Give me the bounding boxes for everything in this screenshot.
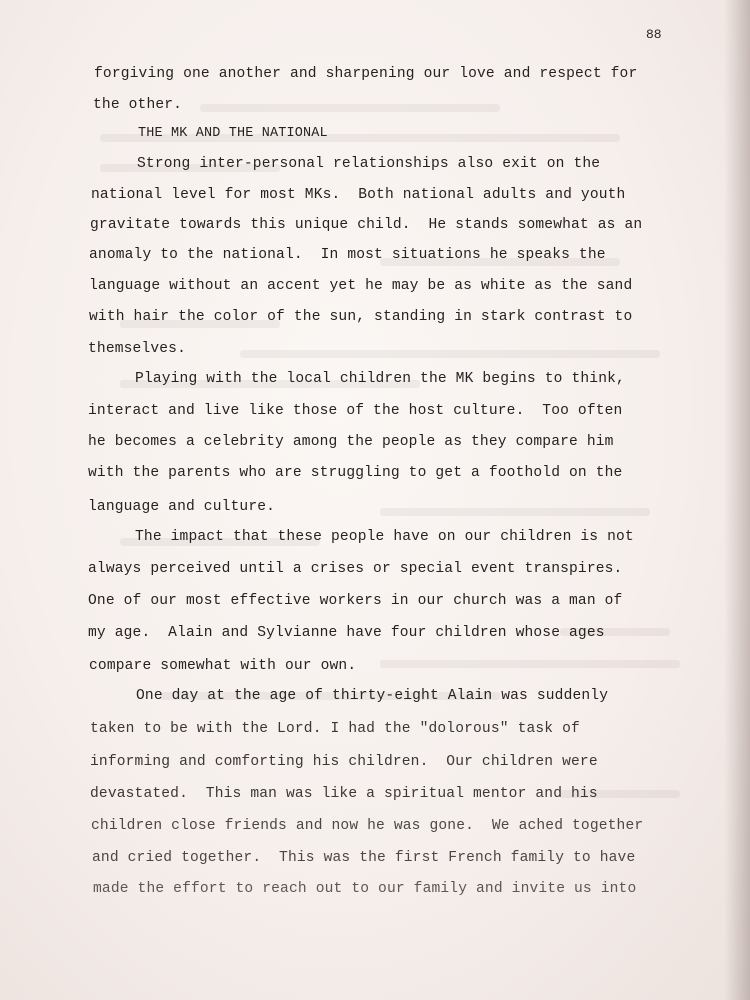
text-line: with the parents who are struggling to get a foothold on the	[88, 465, 623, 481]
text-line: he becomes a celebrity among the people as they compare him	[88, 434, 614, 450]
text-line: informing and comforting his children. Our children were	[90, 754, 598, 770]
text-line: and cried together. This was the first French family to have	[92, 850, 636, 866]
text-line: One of our most effective workers in our church was a man of	[88, 593, 623, 609]
text-line: national level for most MKs. Both national adults and youth	[91, 187, 626, 203]
text-line: language without an accent yet he may be as white as the sand	[89, 278, 633, 294]
text-line: language and culture.	[88, 499, 276, 515]
text-line: my age. Alain and Sylvianne have four children whose ages	[88, 625, 605, 641]
text-line: One day at the age of thirty-eight Alain was suddenly	[136, 688, 609, 704]
text-line: compare somewhat with our own.	[89, 658, 357, 674]
text-line: interact and live like those of the host culture. Too often	[88, 403, 623, 419]
page-number: 88	[646, 27, 662, 42]
text-line: taken to be with the Lord. I had the "dolorous" task of	[90, 721, 580, 737]
text-line: gravitate towards this unique child. He stands somewhat as an	[90, 217, 643, 233]
text-line: forgiving one another and sharpening our love and respect for	[94, 66, 638, 82]
text-line: Playing with the local children the MK begins to think,	[135, 371, 625, 387]
text-line: made the effort to reach out to our family and invite us into	[93, 881, 637, 897]
text-line: always perceived until a crises or special event transpires.	[88, 561, 623, 577]
text-line: Strong inter-personal relationships also exit on the	[137, 156, 601, 172]
text-line: devastated. This man was like a spiritual mentor and his	[90, 786, 598, 802]
text-line: with hair the color of the sun, standing in stark contrast to	[89, 309, 633, 325]
text-line: The impact that these people have on our children is not	[135, 529, 634, 545]
text-line: anomaly to the national. In most situations he speaks the	[89, 247, 606, 263]
text-line: themselves.	[88, 341, 186, 357]
text-line: children close friends and now he was gone. We ached together	[91, 818, 644, 834]
section-heading: THE MK AND THE NATIONAL	[138, 126, 328, 141]
text-line: the other.	[93, 97, 183, 113]
